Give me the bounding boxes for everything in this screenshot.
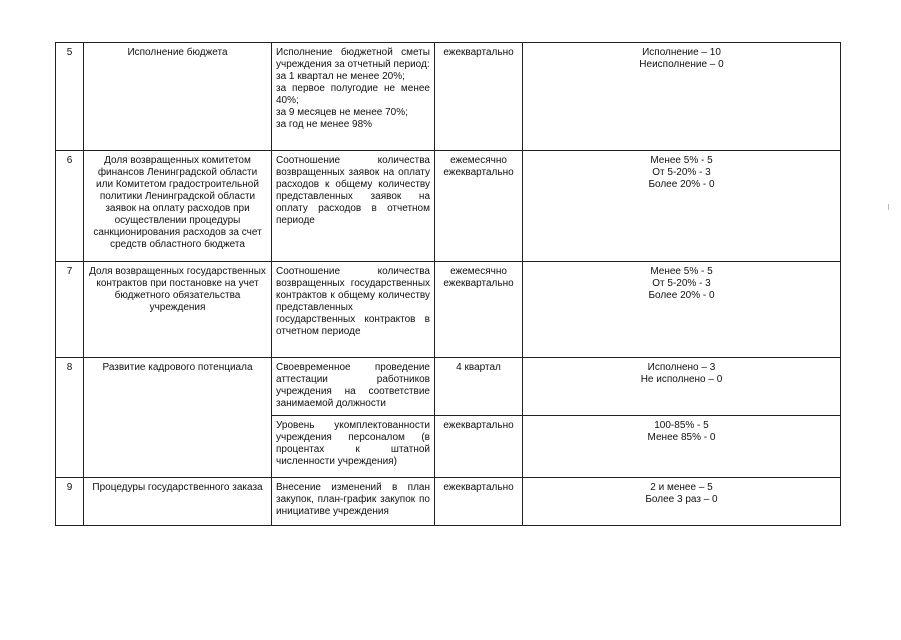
reporting-period: ежеквартально bbox=[435, 416, 523, 478]
row-number: 6 bbox=[56, 151, 84, 262]
criterion-description: Исполнение бюджетной сметы учреждения за отчетный период: за 1 квартал не менее 20%; за первое полугодие не менее 40%; за 9 месяцев не менее 70%; за год не менее 98% bbox=[272, 43, 435, 151]
criterion-name: Развитие кадрового потенциала bbox=[84, 358, 272, 478]
reporting-period: ежемесячно ежеквартально bbox=[435, 262, 523, 358]
criterion-name: Доля возвращенных комитетом финансов Ленинградской области или Комитетом градостроительной политики Ленинградской области заявок на оплату расходов при осуществлении процедуры санкционирования расходов за счет средств областного бюджета bbox=[84, 151, 272, 262]
table-row bbox=[56, 358, 841, 416]
table-row bbox=[56, 43, 841, 151]
table-row bbox=[56, 478, 841, 526]
score-scale: Менее 5% - 5 От 5-20% - 3 Более 20% - 0 bbox=[523, 151, 841, 262]
row-number: 7 bbox=[56, 262, 84, 358]
criterion-name: Доля возвращенных государственных контрактов при постановке на учет бюджетного обязательства учреждения bbox=[84, 262, 272, 358]
criterion-description: Своевременное проведение аттестации работников учреждения на соответствие занимаемой должности bbox=[272, 358, 435, 416]
scan-artifact bbox=[888, 204, 889, 210]
criterion-description: Соотношение количества возвращенных государственных контрактов к общему количеству представленных государственных контрактов в отчетном периоде bbox=[272, 262, 435, 358]
reporting-period: 4 квартал bbox=[435, 358, 523, 416]
table-row bbox=[56, 151, 841, 262]
reporting-period: ежеквартально bbox=[435, 43, 523, 151]
row-number: 8 bbox=[56, 358, 84, 478]
criteria-table bbox=[55, 42, 841, 526]
table-row bbox=[56, 262, 841, 358]
reporting-period: ежеквартально bbox=[435, 478, 523, 526]
score-scale: 100-85% - 5 Менее 85% - 0 bbox=[523, 416, 841, 478]
criterion-description: Внесение изменений в план закупок, план-график закупок по инициативе учреждения bbox=[272, 478, 435, 526]
score-scale: Исполнено – 3 Не исполнено – 0 bbox=[523, 358, 841, 416]
criterion-name: Исполнение бюджета bbox=[84, 43, 272, 151]
row-number: 5 bbox=[56, 43, 84, 151]
score-scale: Менее 5% - 5 От 5-20% - 3 Более 20% - 0 bbox=[523, 262, 841, 358]
criterion-description: Уровень укомплектованности учреждения персоналом (в процентах к штатной численности учреждения) bbox=[272, 416, 435, 478]
criterion-description: Соотношение количества возвращенных заявок на оплату расходов к общему количеству представленных заявок на оплату расходов в отчетном периоде bbox=[272, 151, 435, 262]
row-number: 9 bbox=[56, 478, 84, 526]
score-scale: Исполнение – 10 Неисполнение – 0 bbox=[523, 43, 841, 151]
score-scale: 2 и менее – 5 Более 3 раз – 0 bbox=[523, 478, 841, 526]
reporting-period: ежемесячно ежеквартально bbox=[435, 151, 523, 262]
criterion-name: Процедуры государственного заказа bbox=[84, 478, 272, 526]
